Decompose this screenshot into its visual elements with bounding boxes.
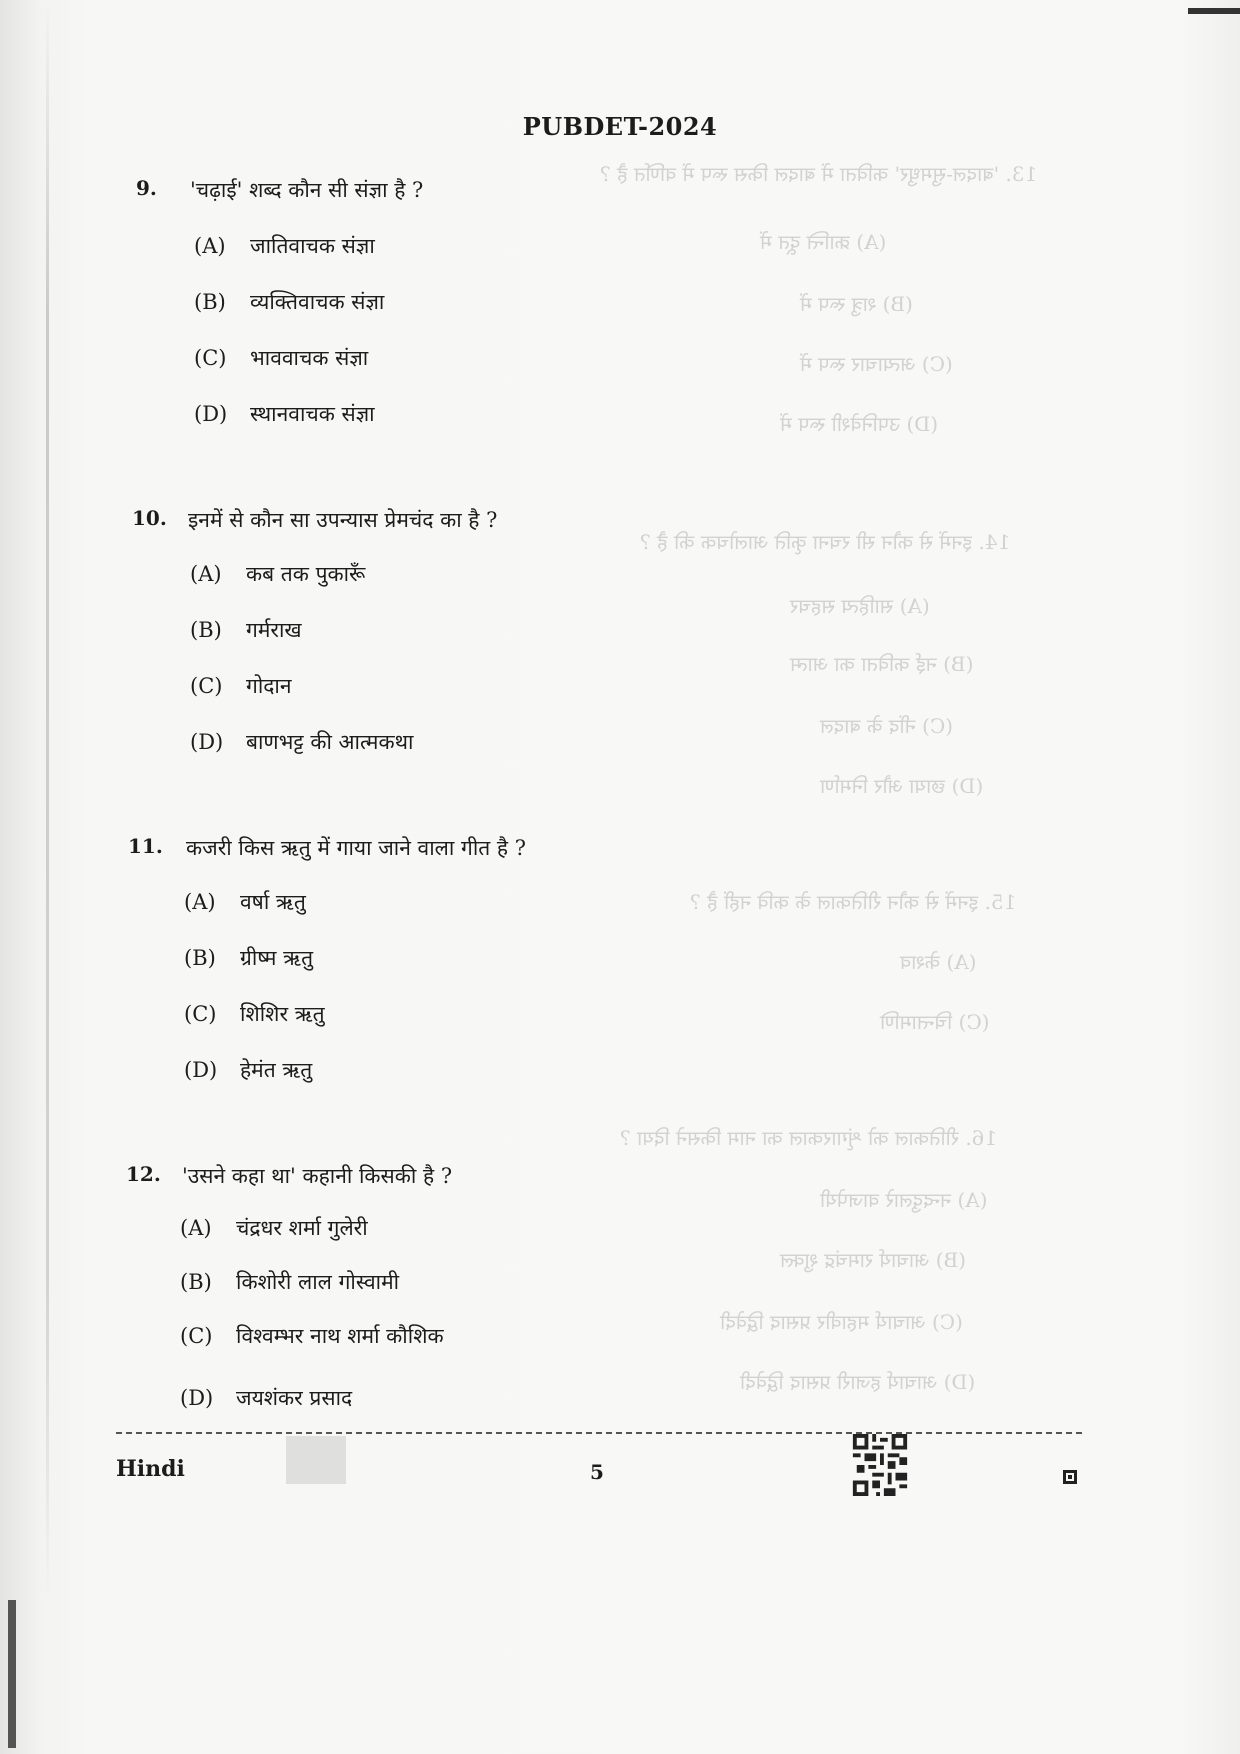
question-text: इनमें से कौन सा उपन्यास प्रेमचंद का है ?	[188, 508, 498, 532]
question-number: 9.	[136, 176, 157, 200]
bleed-through: 16. रीतिकाल को शृंगारकाल का नाम किसने दिया ?	[620, 1126, 998, 1150]
option-12-d	[180, 1384, 352, 1412]
option-12-c	[180, 1322, 444, 1350]
footer-divider	[116, 1432, 1082, 1434]
bleed-through: (A) साहित्य सहचर	[790, 594, 930, 618]
option-text: जातिवाचक संज्ञा	[250, 234, 375, 258]
option-text: चंद्रधर शर्मा गुलेरी	[236, 1216, 368, 1240]
option-12-a	[180, 1214, 368, 1242]
option-text: कब तक पुकारूँ	[246, 562, 366, 586]
bleed-through: (B) आचार्य रामचंद्र शुक्ल	[780, 1248, 966, 1272]
option-text: शिशिर ऋतु	[240, 1002, 325, 1026]
option-text: गोदान	[246, 674, 292, 698]
option-label: (C)	[190, 674, 223, 698]
question-10	[132, 506, 1032, 536]
option-label: (D)	[190, 730, 224, 754]
option-10-b	[190, 616, 302, 644]
qr-code-icon	[852, 1434, 908, 1496]
question-text: कजरी किस ऋतु में गाया जाने वाला गीत है ?	[186, 836, 527, 860]
question-12	[126, 1162, 1026, 1192]
bleed-through: (C) नींद के बादल	[820, 714, 954, 738]
scan-edge-mark	[8, 1600, 16, 1748]
option-label: (B)	[184, 946, 216, 970]
option-text: स्थानवाचक संज्ञा	[250, 402, 375, 426]
option-10-d	[190, 728, 413, 756]
option-9-b	[194, 288, 384, 316]
option-11-a	[184, 888, 306, 916]
bleed-through: (A) क्रान्ति दूत में	[760, 230, 887, 254]
option-11-d	[184, 1056, 312, 1084]
option-text: गर्मराख	[246, 618, 302, 642]
option-text: व्यक्तिवाचक संज्ञा	[250, 290, 385, 314]
bleed-through: 15. इनमें से कौन रीतिकाल के कवि नहीं है ?	[690, 890, 1017, 914]
option-9-c	[194, 344, 368, 372]
exam-title: PUBDET-2024	[522, 112, 718, 141]
option-label: (C)	[180, 1324, 213, 1348]
bleed-through: 13. 'बादल-सुमधुर' कविता में बादल किस रूप में वर्णित है ?	[600, 162, 1038, 186]
page-number: 5	[590, 1460, 604, 1484]
registration-mark-icon	[1063, 1470, 1077, 1484]
option-label: (D)	[194, 402, 228, 426]
option-label: (C)	[194, 346, 227, 370]
option-label: (D)	[184, 1058, 218, 1082]
option-11-b	[184, 944, 313, 972]
bleed-through: (B) शत्रु रूप में	[800, 292, 913, 316]
option-text: हेमंत ऋतु	[240, 1058, 313, 1082]
bleed-through: (C) चिन्तामणि	[880, 1010, 990, 1034]
option-label: (B)	[194, 290, 226, 314]
bleed-through: (A) केशव	[900, 950, 977, 974]
option-text: ग्रीष्म ऋतु	[240, 946, 314, 970]
bleed-through: (D) छाया और निर्माण	[820, 774, 984, 798]
scan-corner-mark	[1188, 8, 1240, 14]
bleed-through: (C) आचार्य महावीर प्रसाद द्विवेदी	[720, 1310, 963, 1334]
bleed-through: (C) अत्याचार रूप में	[800, 352, 953, 376]
question-number: 12.	[126, 1162, 161, 1186]
option-text: बाणभट्ट की आत्मकथा	[246, 730, 414, 754]
question-9	[136, 176, 1036, 206]
question-11	[128, 834, 1028, 864]
option-12-b	[180, 1268, 399, 1296]
option-label: (B)	[180, 1270, 212, 1294]
option-label: (A)	[184, 890, 216, 914]
option-text: विश्वम्भर नाथ शर्मा कौशिक	[236, 1324, 444, 1348]
bleed-through-qr	[286, 1436, 346, 1484]
bleed-through: 14. इनमें से कौन सी रचना कृति आलोचक की है ?	[640, 530, 1011, 554]
option-label: (B)	[190, 618, 222, 642]
question-number: 11.	[128, 834, 163, 858]
option-label: (C)	[184, 1002, 217, 1026]
option-label: (A)	[180, 1216, 212, 1240]
bleed-through: (D) उपनिवेशी रूप में	[780, 412, 939, 436]
bleed-through: (D) आचार्य हजारी प्रसाद द्विवेदी	[740, 1370, 976, 1394]
option-text: किशोरी लाल गोस्वामी	[236, 1270, 400, 1294]
option-10-a	[190, 560, 365, 588]
option-label: (A)	[190, 562, 222, 586]
option-text: जयशंकर प्रसाद	[236, 1386, 353, 1410]
question-text: 'उसने कहा था' कहानी किसकी है ?	[182, 1164, 453, 1188]
option-9-d	[194, 400, 375, 428]
bleed-through: (A) नन्ददुलारे वाजपेयी	[820, 1188, 988, 1212]
question-number: 10.	[132, 506, 167, 530]
option-text: भाववाचक संज्ञा	[250, 346, 369, 370]
option-label: (D)	[180, 1386, 214, 1410]
bleed-through: (B) नई कविता का आत्म	[790, 652, 974, 676]
question-text: 'चढ़ाई' शब्द कौन सी संज्ञा है ?	[190, 178, 424, 202]
option-9-a	[194, 232, 375, 260]
option-10-c	[190, 672, 292, 700]
page-edge-shadow	[46, 0, 49, 1600]
footer-subject: Hindi	[116, 1456, 185, 1482]
option-label: (A)	[194, 234, 226, 258]
option-text: वर्षा ऋतु	[240, 890, 306, 914]
option-11-c	[184, 1000, 325, 1028]
